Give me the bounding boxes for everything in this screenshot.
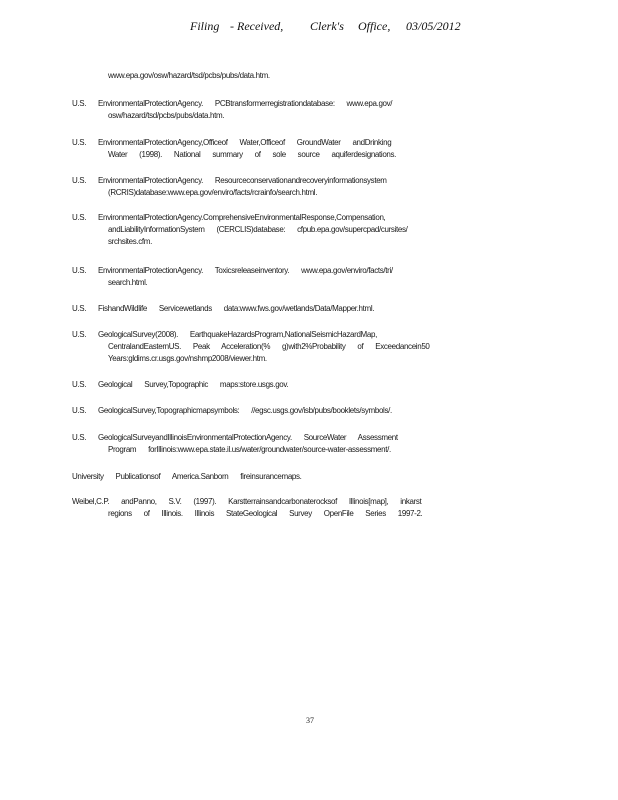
reference-entry — [72, 137, 396, 161]
reference-line: srchsites.cfm. — [108, 237, 152, 246]
reference-line: U.S. Geological Survey,Topographic maps:store.usgs.gov. — [72, 380, 289, 389]
reference-entry — [72, 265, 393, 289]
page-number: 37 — [306, 716, 314, 725]
reference-entry — [72, 329, 430, 365]
reference-line: U.S. GeologicalSurveyandIllinoisEnvironmentalProtectionAgency. SourceWater Assessment — [72, 433, 398, 442]
reference-line: U.S. GeologicalSurvey(2008). EarthquakeHazardsProgram,NationalSeismicHazardMap, — [72, 330, 377, 339]
reference-line: U.S. FishandWildlife Servicewetlands data:www.fws.gov/wetlands/Data/Mapper.html. — [72, 304, 375, 313]
reference-line: CentralandEasternUS. Peak Acceleration(% g)with2%Probability of Exceedancein50 — [108, 342, 430, 351]
header-date: 03/05/2012 — [406, 19, 461, 33]
header-office: Office, — [358, 19, 391, 33]
reference-entry — [72, 212, 407, 248]
reference-entry — [72, 175, 387, 199]
header-received: - Received, — [230, 19, 284, 33]
reference-line: www.epa.gov/osw/hazard/tsd/pcbs/pubs/data.htm. — [108, 71, 270, 80]
reference-line: U.S. GeologicalSurvey,Topographicmapsymbols: //egsc.usgs.gov/isb/pubs/booklets/symbols/. — [72, 406, 392, 415]
reference-line: University Publicationsof America.Sanborn fireinsurancemaps. — [72, 472, 302, 481]
header-filing: Filing — [190, 19, 220, 33]
reference-line: Weibel,C.P. andPanno, S.V. (1997). Karstterrainsandcarbonaterocksof Illinois[map], inkarst — [72, 497, 422, 506]
reference-entry — [72, 432, 398, 456]
reference-entry — [72, 471, 302, 483]
reference-line: osw/hazard/tsd/pcbs/pubs/data.htm. — [108, 111, 225, 120]
reference-entry — [72, 405, 392, 417]
reference-line: Water (1998). National summary of sole source aquiferdesignations. — [108, 150, 397, 159]
reference-line: search.html. — [108, 278, 148, 287]
reference-entry — [72, 70, 270, 82]
reference-line: U.S. EnvironmentalProtectionAgency.ComprehensiveEnvironmentalResponse,Compensation, — [72, 213, 386, 222]
header-clerks: Clerk's — [310, 19, 344, 33]
reference-entry — [72, 303, 374, 315]
reference-entry — [72, 98, 392, 122]
reference-line: (RCRIS)database:www.epa.gov/enviro/facts/rcrainfo/search.html. — [108, 188, 318, 197]
reference-line: andLiabilityInformationSystem (CERCLIS)database: cfpub.epa.gov/supercpad/cursites/ — [108, 225, 408, 234]
reference-line: Program forIllinois:www.epa.state.il.us/water/groundwater/source-water-assessment/. — [108, 445, 391, 454]
reference-line: U.S. EnvironmentalProtectionAgency. PCBtransformerregistrationdatabase: www.epa.gov/ — [72, 99, 393, 108]
reference-line: regions of Illinois. Illinois StateGeological Survey OpenFile Series 1997-2. — [108, 509, 423, 518]
reference-line: Years:gldims.cr.usgs.gov/nshmp2008/viewer.htm. — [108, 354, 267, 363]
reference-line: U.S. EnvironmentalProtectionAgency. Toxicsreleaseinventory. www.epa.gov/enviro/facts/tri/ — [72, 266, 393, 275]
reference-entry — [72, 496, 422, 520]
reference-line: U.S. EnvironmentalProtectionAgency,Officeof Water,Officeof GroundWater andDrinking — [72, 138, 392, 147]
reference-line: U.S. EnvironmentalProtectionAgency. Resourceconservationandrecoveryinformationsystem — [72, 176, 387, 185]
reference-entry — [72, 379, 288, 391]
